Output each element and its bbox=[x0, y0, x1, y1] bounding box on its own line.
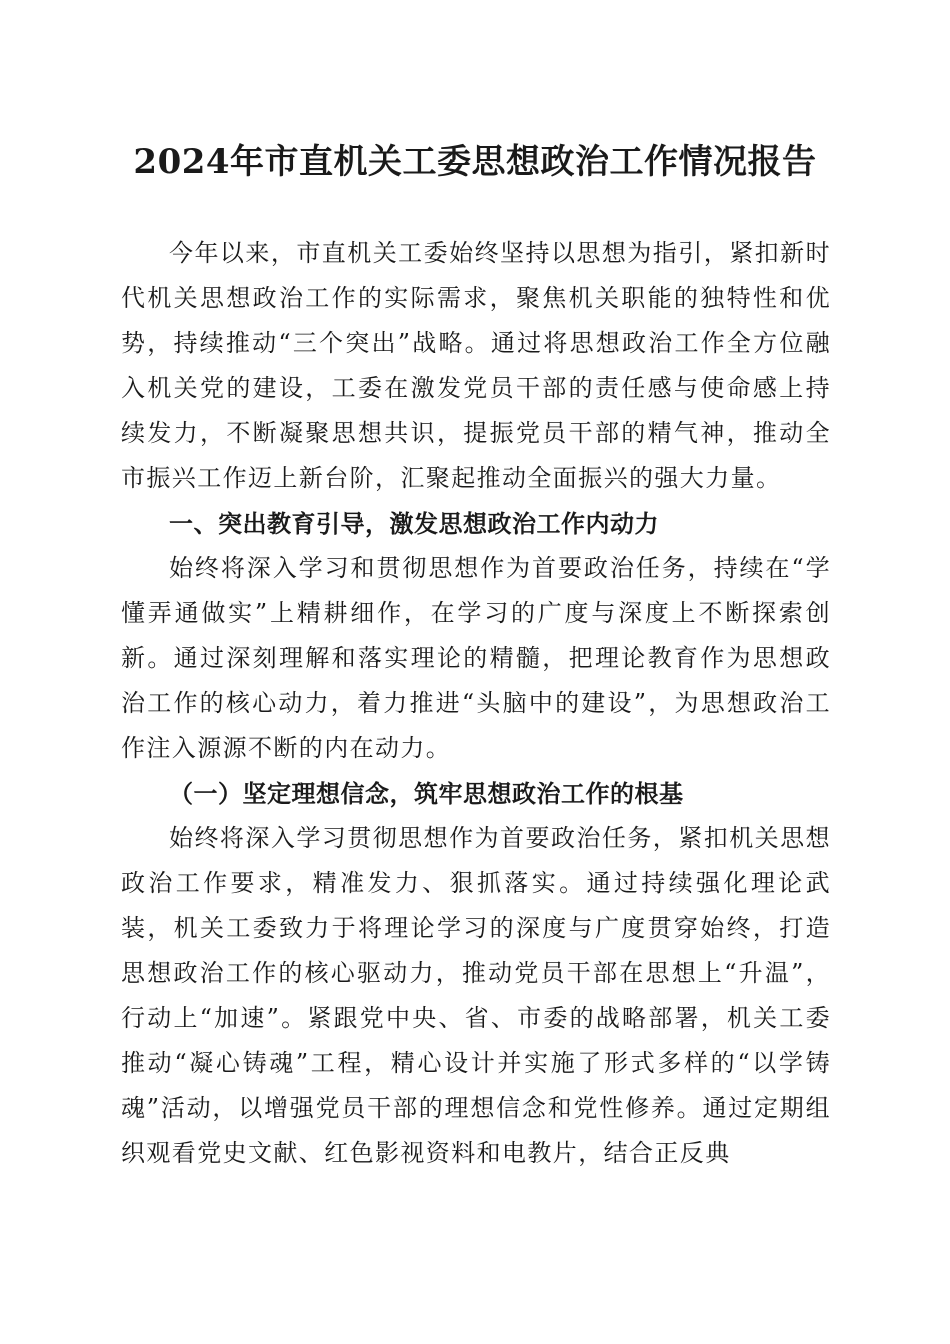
document-title: 2024年市直机关工委思想政治工作情况报告 bbox=[133, 142, 817, 182]
section-1-heading: 一、突出教育引导，激发思想政治工作内动力 bbox=[169, 509, 659, 538]
document-body bbox=[121, 231, 831, 1176]
subsection-1-body: 始终将深入学习贯彻思想作为首要政治任务，紧扣机关思想政治工作要求，精准发力、狠抓落实。通过持续强化理论武装，机关工委致力于将理论学习的深度与广度贯穿始终，打造思想政治工作的核心驱动力，推动党员干部在思想上“升温”，行动上“加速”。紧跟党中央、省、市委的战略部署，机关工委推动“凝心铸魂”工程，精心设计并实施了形式多样的“以学铸魂”活动，以增强党员干部的理想信念和党性修养。通过定期组织观看党史文献、红色影视资料和电教片，结合正反典 bbox=[121, 824, 831, 1167]
subsection-1-heading: （一）坚定理想信念，筑牢思想政治工作的根基 bbox=[169, 779, 684, 808]
intro-paragraph: 今年以来，市直机关工委始终坚持以思想为指引，紧扣新时代机关思想政治工作的实际需求，聚焦机关职能的独特性和优势，持续推动“三个突出”战略。通过将思想政治工作全方位融入机关党的建设，工委在激发党员干部的责任感与使命感上持续发力，不断凝聚思想共识，提振党员干部的精气神，推动全市振兴工作迈上新台阶，汇聚起推动全面振兴的强大力量。 bbox=[121, 239, 831, 492]
section-1-intro: 始终将深入学习和贯彻思想作为首要政治任务，持续在“学懂弄通做实”上精耕细作，在学习的广度与深度上不断探索创新。通过深刻理解和落实理论的精髓，把理论教育作为思想政治工作的核心动力，着力推进“头脑中的建设”，为思想政治工作注入源源不断的内在动力。 bbox=[121, 554, 831, 762]
